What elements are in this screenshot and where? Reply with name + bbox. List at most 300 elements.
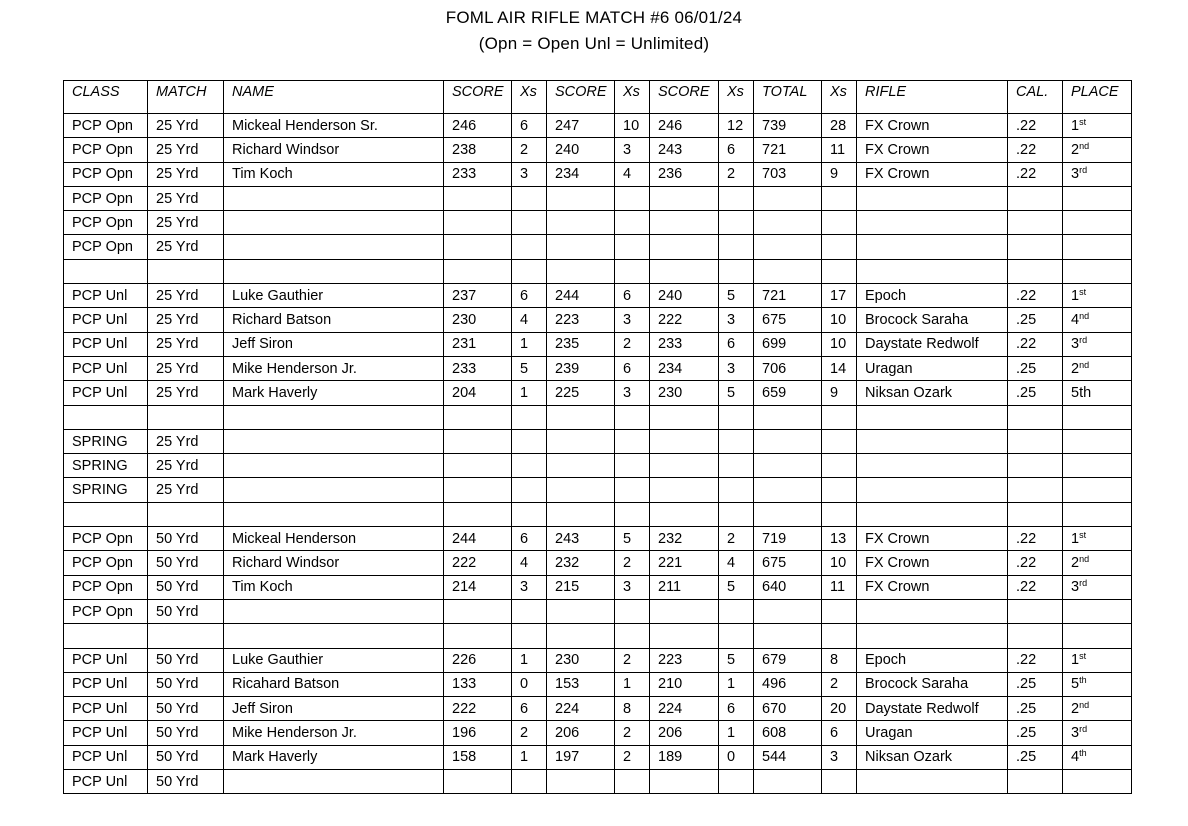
place-cell (1063, 284, 1132, 308)
header-place: PLACE (1063, 81, 1132, 114)
total-cell: 706 (754, 356, 822, 380)
class-cell: PCP Unl (64, 770, 148, 794)
score-3-cell (650, 478, 719, 502)
table-row (64, 502, 1132, 526)
total-cell (754, 259, 822, 283)
place-cell (1063, 162, 1132, 186)
header-rifle: RIFLE (857, 81, 1008, 114)
rifle-cell: Daystate Redwolf (857, 697, 1008, 721)
score-1-cell (444, 405, 512, 429)
score-1-cell: 238 (444, 138, 512, 162)
score-1-cell: 214 (444, 575, 512, 599)
match-cell: 50 Yrd (148, 770, 224, 794)
score-3-cell (650, 259, 719, 283)
place-suffix: nd (1079, 553, 1090, 564)
place-cell (1063, 745, 1132, 769)
cal-cell: .25 (1008, 308, 1063, 332)
xs-3-cell (719, 624, 754, 648)
rifle-cell: Daystate Redwolf (857, 332, 1008, 356)
total-cell: 721 (754, 138, 822, 162)
xs-3-cell: 3 (719, 356, 754, 380)
name-cell (224, 235, 444, 259)
xs-3-cell (719, 259, 754, 283)
class-cell: PCP Unl (64, 721, 148, 745)
score-3-cell: 189 (650, 745, 719, 769)
cal-cell (1008, 478, 1063, 502)
name-cell: Mark Haverly (224, 745, 444, 769)
xs-2-cell (615, 235, 650, 259)
name-cell (224, 211, 444, 235)
place-cell (1063, 332, 1132, 356)
place-value: 3 (1071, 725, 1080, 742)
table-row (64, 770, 1132, 794)
place-suffix: nd (1079, 311, 1090, 322)
header-xs-1: Xs (512, 81, 547, 114)
match-cell (148, 624, 224, 648)
xs-3-cell (719, 454, 754, 478)
name-cell: Mike Henderson Jr. (224, 721, 444, 745)
cal-cell: .25 (1008, 381, 1063, 405)
score-2-cell (547, 259, 615, 283)
xs-total-cell (822, 478, 857, 502)
xs-total-cell: 17 (822, 284, 857, 308)
match-cell: 25 Yrd (148, 186, 224, 210)
table-row (64, 235, 1132, 259)
place-cell (1063, 381, 1132, 405)
xs-1-cell: 6 (512, 697, 547, 721)
place-suffix: st (1079, 286, 1087, 297)
total-cell: 496 (754, 672, 822, 696)
score-3-cell: 230 (650, 381, 719, 405)
class-cell: PCP Opn (64, 186, 148, 210)
total-cell (754, 186, 822, 210)
table-row (64, 599, 1132, 623)
xs-3-cell: 1 (719, 672, 754, 696)
place-suffix: nd (1079, 359, 1090, 370)
header-score-3: SCORE (650, 81, 719, 114)
xs-2-cell (615, 405, 650, 429)
cal-cell: .25 (1008, 356, 1063, 380)
xs-3-cell: 2 (719, 527, 754, 551)
score-2-cell: 206 (547, 721, 615, 745)
match-cell: 25 Yrd (148, 429, 224, 453)
xs-total-cell (822, 186, 857, 210)
place-value: 1 (1071, 530, 1080, 547)
total-cell (754, 770, 822, 794)
place-cell (1063, 356, 1132, 380)
table-row (64, 186, 1132, 210)
place-value: 5th (1071, 384, 1092, 401)
header-score-2: SCORE (547, 81, 615, 114)
xs-3-cell (719, 429, 754, 453)
class-cell (64, 405, 148, 429)
class-cell (64, 259, 148, 283)
xs-1-cell: 1 (512, 745, 547, 769)
rifle-cell (857, 235, 1008, 259)
cal-cell: .25 (1008, 697, 1063, 721)
xs-1-cell (512, 405, 547, 429)
class-cell: PCP Unl (64, 648, 148, 672)
score-3-cell: 221 (650, 551, 719, 575)
place-cell (1063, 599, 1132, 623)
table-header-row (64, 81, 1132, 114)
header-total: TOTAL (754, 81, 822, 114)
cal-cell (1008, 211, 1063, 235)
score-1-cell: 204 (444, 381, 512, 405)
score-1-cell: 196 (444, 721, 512, 745)
xs-2-cell: 2 (615, 332, 650, 356)
xs-2-cell: 3 (615, 308, 650, 332)
score-3-cell: 223 (650, 648, 719, 672)
cal-cell: .22 (1008, 551, 1063, 575)
name-cell (224, 624, 444, 648)
score-3-cell (650, 429, 719, 453)
place-value: 1 (1071, 652, 1080, 669)
place-value: 5 (1071, 676, 1080, 693)
xs-3-cell (719, 599, 754, 623)
xs-1-cell: 2 (512, 721, 547, 745)
match-cell (148, 502, 224, 526)
xs-2-cell (615, 186, 650, 210)
xs-3-cell (719, 211, 754, 235)
xs-3-cell: 0 (719, 745, 754, 769)
xs-total-cell: 28 (822, 114, 857, 138)
score-3-cell: 211 (650, 575, 719, 599)
xs-1-cell (512, 235, 547, 259)
total-cell (754, 405, 822, 429)
score-1-cell: 222 (444, 697, 512, 721)
name-cell: Ricahard Batson (224, 672, 444, 696)
score-1-cell (444, 502, 512, 526)
place-value: 4 (1071, 312, 1080, 329)
cal-cell (1008, 599, 1063, 623)
score-1-cell (444, 211, 512, 235)
xs-2-cell (615, 429, 650, 453)
xs-1-cell: 6 (512, 114, 547, 138)
name-cell: Richard Batson (224, 308, 444, 332)
score-2-cell: 244 (547, 284, 615, 308)
place-cell (1063, 454, 1132, 478)
score-3-cell: 233 (650, 332, 719, 356)
place-suffix: st (1079, 651, 1087, 662)
xs-total-cell: 2 (822, 672, 857, 696)
xs-total-cell: 11 (822, 575, 857, 599)
xs-2-cell: 3 (615, 575, 650, 599)
xs-3-cell (719, 478, 754, 502)
match-cell: 25 Yrd (148, 162, 224, 186)
match-cell: 25 Yrd (148, 381, 224, 405)
place-suffix: st (1079, 116, 1087, 127)
xs-total-cell: 14 (822, 356, 857, 380)
header-class: CLASS (64, 81, 148, 114)
xs-2-cell: 2 (615, 648, 650, 672)
name-cell (224, 454, 444, 478)
place-cell (1063, 186, 1132, 210)
xs-total-cell: 11 (822, 138, 857, 162)
place-value: 2 (1071, 554, 1080, 571)
score-3-cell: 210 (650, 672, 719, 696)
score-1-cell: 246 (444, 114, 512, 138)
place-cell (1063, 648, 1132, 672)
total-cell: 640 (754, 575, 822, 599)
score-3-cell (650, 624, 719, 648)
cal-cell (1008, 405, 1063, 429)
name-cell: Mark Haverly (224, 381, 444, 405)
xs-2-cell (615, 502, 650, 526)
place-value: 1 (1071, 287, 1080, 304)
table-row (64, 551, 1132, 575)
match-cell: 50 Yrd (148, 599, 224, 623)
name-cell (224, 259, 444, 283)
rifle-cell: FX Crown (857, 527, 1008, 551)
class-cell: PCP Opn (64, 235, 148, 259)
place-suffix: nd (1079, 699, 1090, 710)
table-row (64, 138, 1132, 162)
score-1-cell: 226 (444, 648, 512, 672)
score-1-cell (444, 259, 512, 283)
name-cell (224, 770, 444, 794)
cal-cell: .25 (1008, 672, 1063, 696)
xs-1-cell (512, 186, 547, 210)
xs-2-cell: 8 (615, 697, 650, 721)
table-row (64, 429, 1132, 453)
score-2-cell: 239 (547, 356, 615, 380)
score-1-cell (444, 186, 512, 210)
xs-2-cell (615, 454, 650, 478)
table-row (64, 721, 1132, 745)
class-cell: SPRING (64, 429, 148, 453)
cal-cell (1008, 186, 1063, 210)
total-cell: 721 (754, 284, 822, 308)
score-3-cell (650, 599, 719, 623)
place-value: 1 (1071, 117, 1080, 134)
place-cell (1063, 114, 1132, 138)
place-value: 3 (1071, 166, 1080, 183)
rifle-cell (857, 211, 1008, 235)
place-suffix: st (1079, 529, 1087, 540)
cal-cell (1008, 235, 1063, 259)
place-cell (1063, 138, 1132, 162)
score-3-cell: 224 (650, 697, 719, 721)
name-cell: Tim Koch (224, 162, 444, 186)
xs-total-cell: 6 (822, 721, 857, 745)
score-2-cell (547, 478, 615, 502)
place-cell (1063, 502, 1132, 526)
results-body (64, 114, 1132, 794)
xs-1-cell (512, 429, 547, 453)
class-cell: PCP Unl (64, 332, 148, 356)
place-value: 2 (1071, 360, 1080, 377)
match-cell: 50 Yrd (148, 575, 224, 599)
place-suffix: th (1079, 675, 1087, 686)
document-title: FOML AIR RIFLE MATCH #6 06/01/24 (445, 8, 743, 27)
match-cell: 25 Yrd (148, 211, 224, 235)
xs-1-cell (512, 259, 547, 283)
xs-3-cell: 6 (719, 138, 754, 162)
match-cell: 25 Yrd (148, 308, 224, 332)
xs-1-cell (512, 211, 547, 235)
score-2-cell (547, 235, 615, 259)
name-cell: Luke Gauthier (224, 648, 444, 672)
score-2-cell: 223 (547, 308, 615, 332)
place-value: 3 (1071, 579, 1080, 596)
score-1-cell: 233 (444, 356, 512, 380)
header-name: NAME (224, 81, 444, 114)
xs-1-cell: 1 (512, 332, 547, 356)
score-1-cell: 233 (444, 162, 512, 186)
xs-2-cell (615, 478, 650, 502)
xs-total-cell (822, 405, 857, 429)
class-cell: SPRING (64, 454, 148, 478)
place-value: 2 (1071, 141, 1080, 158)
cal-cell: .22 (1008, 284, 1063, 308)
cal-cell: .22 (1008, 575, 1063, 599)
score-1-cell (444, 599, 512, 623)
table-row (64, 672, 1132, 696)
score-1-cell (444, 454, 512, 478)
class-cell: PCP Unl (64, 308, 148, 332)
xs-3-cell: 6 (719, 332, 754, 356)
match-cell: 25 Yrd (148, 356, 224, 380)
table-row (64, 405, 1132, 429)
score-2-cell: 247 (547, 114, 615, 138)
table-row (64, 527, 1132, 551)
name-cell: Jeff Siron (224, 332, 444, 356)
xs-total-cell (822, 235, 857, 259)
score-2-cell: 225 (547, 381, 615, 405)
score-3-cell: 222 (650, 308, 719, 332)
xs-2-cell: 1 (615, 672, 650, 696)
header-xs-2: Xs (615, 81, 650, 114)
score-2-cell (547, 186, 615, 210)
class-cell: PCP Unl (64, 381, 148, 405)
total-cell (754, 429, 822, 453)
xs-1-cell: 2 (512, 138, 547, 162)
table-row (64, 648, 1132, 672)
rifle-cell: FX Crown (857, 551, 1008, 575)
xs-total-cell (822, 502, 857, 526)
xs-1-cell (512, 454, 547, 478)
match-cell: 50 Yrd (148, 721, 224, 745)
table-row (64, 697, 1132, 721)
rifle-cell: Epoch (857, 648, 1008, 672)
match-cell: 50 Yrd (148, 745, 224, 769)
score-3-cell: 232 (650, 527, 719, 551)
score-1-cell (444, 235, 512, 259)
name-cell (224, 429, 444, 453)
place-suffix: rd (1079, 335, 1088, 346)
name-cell: Mike Henderson Jr. (224, 356, 444, 380)
xs-3-cell (719, 186, 754, 210)
score-2-cell: 235 (547, 332, 615, 356)
match-cell: 50 Yrd (148, 648, 224, 672)
cal-cell (1008, 770, 1063, 794)
place-suffix: rd (1079, 165, 1088, 176)
total-cell: 659 (754, 381, 822, 405)
rifle-cell: Uragan (857, 721, 1008, 745)
cal-cell: .25 (1008, 745, 1063, 769)
place-value: 2 (1071, 700, 1080, 717)
xs-total-cell (822, 599, 857, 623)
table-row (64, 284, 1132, 308)
name-cell: Tim Koch (224, 575, 444, 599)
xs-total-cell: 10 (822, 332, 857, 356)
xs-2-cell: 2 (615, 551, 650, 575)
score-2-cell: 240 (547, 138, 615, 162)
place-value: 4 (1071, 749, 1080, 766)
match-cell: 25 Yrd (148, 332, 224, 356)
rifle-cell (857, 429, 1008, 453)
table-row (64, 575, 1132, 599)
cal-cell (1008, 502, 1063, 526)
xs-1-cell: 3 (512, 575, 547, 599)
xs-1-cell: 1 (512, 381, 547, 405)
match-cell: 50 Yrd (148, 697, 224, 721)
rifle-cell (857, 405, 1008, 429)
rifle-cell (857, 259, 1008, 283)
place-cell (1063, 308, 1132, 332)
xs-3-cell: 6 (719, 697, 754, 721)
header-xs-3: Xs (719, 81, 754, 114)
table-row (64, 259, 1132, 283)
xs-total-cell (822, 770, 857, 794)
rifle-cell: FX Crown (857, 138, 1008, 162)
score-2-cell: 234 (547, 162, 615, 186)
xs-total-cell: 10 (822, 551, 857, 575)
match-cell: 25 Yrd (148, 114, 224, 138)
xs-total-cell: 3 (822, 745, 857, 769)
score-1-cell: 231 (444, 332, 512, 356)
rifle-cell: Uragan (857, 356, 1008, 380)
cal-cell: .22 (1008, 162, 1063, 186)
xs-total-cell: 13 (822, 527, 857, 551)
place-cell (1063, 770, 1132, 794)
xs-1-cell (512, 599, 547, 623)
total-cell (754, 478, 822, 502)
xs-total-cell (822, 454, 857, 478)
class-cell: PCP Opn (64, 162, 148, 186)
score-3-cell (650, 186, 719, 210)
score-2-cell (547, 454, 615, 478)
score-2-cell (547, 405, 615, 429)
xs-2-cell: 10 (615, 114, 650, 138)
score-3-cell: 206 (650, 721, 719, 745)
place-cell (1063, 429, 1132, 453)
match-cell: 25 Yrd (148, 478, 224, 502)
name-cell: Richard Windsor (224, 551, 444, 575)
xs-total-cell: 9 (822, 162, 857, 186)
match-cell: 25 Yrd (148, 454, 224, 478)
total-cell: 675 (754, 551, 822, 575)
xs-2-cell: 4 (615, 162, 650, 186)
score-1-cell (444, 478, 512, 502)
class-cell: PCP Unl (64, 356, 148, 380)
total-cell: 719 (754, 527, 822, 551)
cal-cell (1008, 429, 1063, 453)
xs-3-cell: 12 (719, 114, 754, 138)
header-xs-total: Xs (822, 81, 857, 114)
place-cell (1063, 259, 1132, 283)
rifle-cell: FX Crown (857, 114, 1008, 138)
xs-3-cell: 5 (719, 648, 754, 672)
match-cell: 50 Yrd (148, 551, 224, 575)
xs-2-cell: 3 (615, 381, 650, 405)
score-1-cell: 237 (444, 284, 512, 308)
table-row (64, 332, 1132, 356)
class-cell: PCP Opn (64, 599, 148, 623)
table-row (64, 624, 1132, 648)
rifle-cell: Brocock Saraha (857, 308, 1008, 332)
